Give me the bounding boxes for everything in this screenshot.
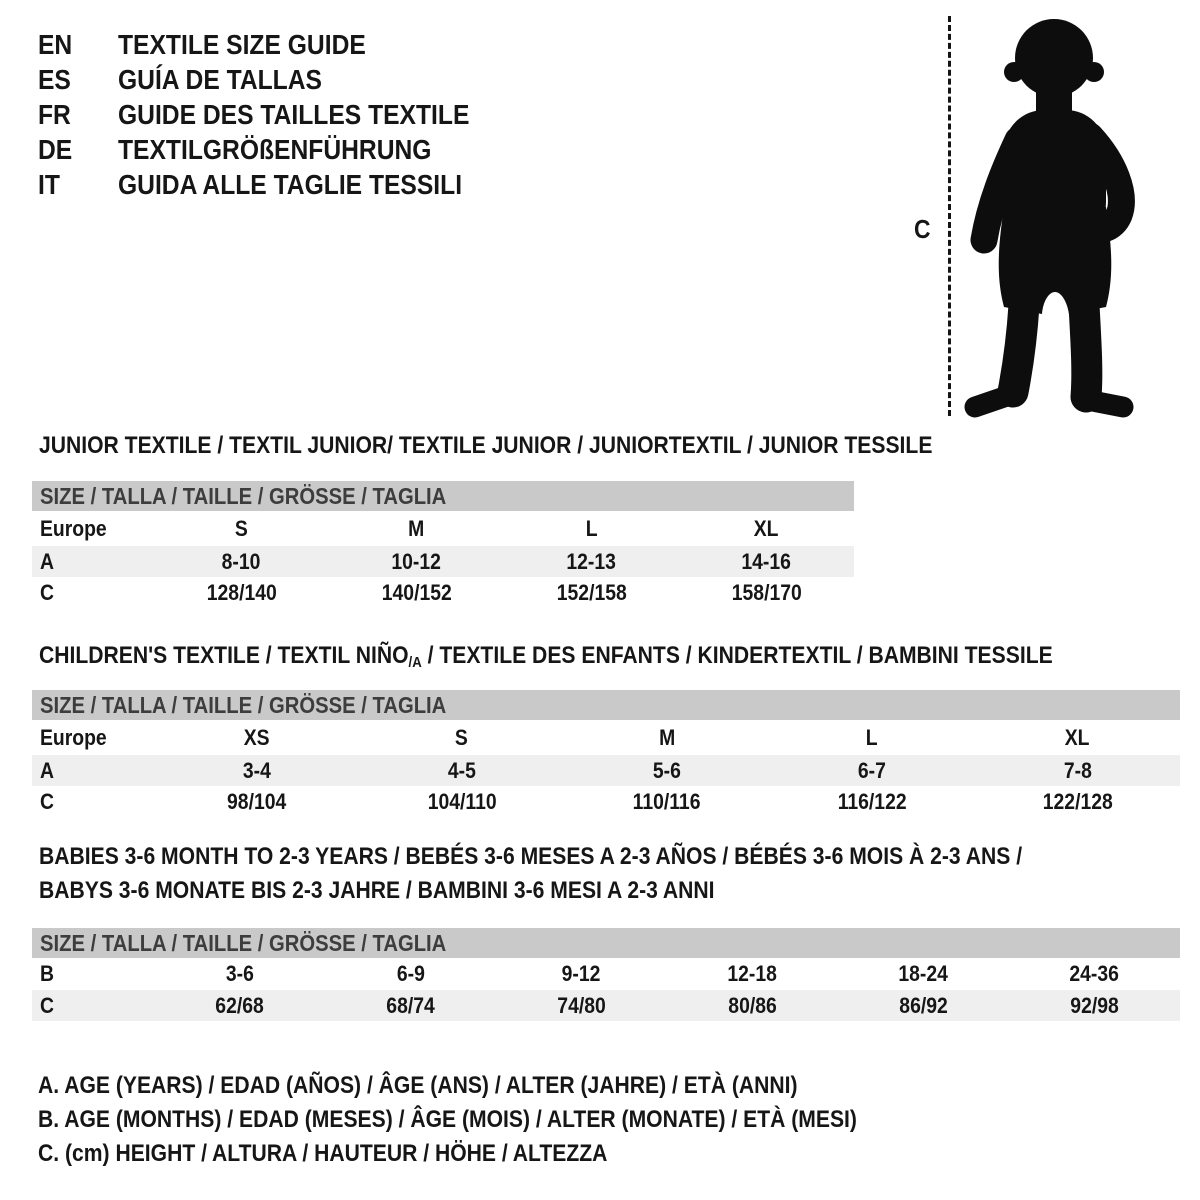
height-value: 86/92 xyxy=(899,992,948,1018)
children-size-table xyxy=(32,690,1180,817)
size-value: L xyxy=(866,724,879,750)
height-value: 80/86 xyxy=(728,992,777,1018)
row-label: C xyxy=(40,788,54,814)
height-value: 98/104 xyxy=(226,788,287,814)
height-value: 68/74 xyxy=(386,992,435,1018)
babies-section-title-line1: BABIES 3-6 MONTH TO 2-3 YEARS / BEBÉS 3-6 MESES A 2-3 AÑOS / BÉBÉS 3-6 MOIS À 2-3 ANS / xyxy=(39,843,1023,870)
height-value: 116/122 xyxy=(837,788,907,814)
row-label: Europe xyxy=(40,515,107,541)
toddler-silhouette-image xyxy=(958,12,1144,420)
age-value: 14-16 xyxy=(741,548,792,574)
height-value: 128/140 xyxy=(206,579,277,605)
guide-title: TEXTILE SIZE GUIDE xyxy=(118,29,366,61)
size-value: XL xyxy=(754,515,779,541)
height-value: 62/68 xyxy=(215,992,264,1018)
language-header xyxy=(38,28,517,202)
language-code: EN xyxy=(38,29,73,61)
table-row-europe xyxy=(32,720,1180,755)
height-value: 122/128 xyxy=(1042,788,1113,814)
height-value: 104/110 xyxy=(427,788,497,814)
age-value: 4-5 xyxy=(447,757,476,783)
guide-title: GUÍA DE TALLAS xyxy=(118,64,322,96)
row-label: C xyxy=(40,992,54,1018)
table-row-age xyxy=(32,755,1180,786)
language-row-de xyxy=(38,132,517,167)
months-value: 9-12 xyxy=(562,961,601,986)
height-value: 110/116 xyxy=(633,788,701,814)
height-value: 92/98 xyxy=(1070,992,1119,1018)
size-value: M xyxy=(658,724,676,750)
size-value: S xyxy=(455,724,469,750)
guide-title: GUIDE DES TAILLES TEXTILE xyxy=(118,98,470,130)
legend-line-c: C. (cm) HEIGHT / ALTURA / HAUTEUR / HÖHE / ALTEZZA xyxy=(38,1140,608,1167)
size-header-bar: SIZE / TALLA / TAILLE / GRÖSSE / TAGLIA xyxy=(32,928,1180,958)
table-row-age xyxy=(32,546,854,577)
language-code: DE xyxy=(38,133,73,165)
age-value: 10-12 xyxy=(391,548,442,574)
age-value: 3-4 xyxy=(242,757,271,783)
language-row-en xyxy=(38,28,517,63)
row-label: Europe xyxy=(40,724,107,750)
age-value: 6-7 xyxy=(858,757,887,783)
children-section-title: CHILDREN'S TEXTILE / TEXTIL $NIÑO_{/A}$ / TEXTILE DES ENFANTS / KINDERTEXTIL / BAMBINI TESSILE xyxy=(39,642,1053,671)
language-code: IT xyxy=(38,168,60,200)
junior-section-title: JUNIOR TEXTILE / TEXTIL JUNIOR/ TEXTILE JUNIOR / JUNIORTEXTIL / JUNIOR TESSILE xyxy=(39,432,933,459)
row-label: A xyxy=(40,548,54,574)
height-measure-dashed-line xyxy=(948,16,951,416)
language-code: FR xyxy=(38,98,71,130)
months-value: 6-9 xyxy=(396,961,425,986)
size-value: XL xyxy=(1065,724,1090,750)
legend-line-a: A. AGE (YEARS) / EDAD (AÑOS) / ÂGE (ANS) / ALTER (JAHRE) / ETÀ (ANNI) xyxy=(38,1072,798,1099)
guide-title: GUIDA ALLE TAGLIE TESSILI xyxy=(118,168,463,200)
height-value: 74/80 xyxy=(557,992,606,1018)
language-code: ES xyxy=(38,64,71,96)
table-row-height xyxy=(32,990,1180,1021)
months-value: 3-6 xyxy=(225,961,254,986)
guide-title: TEXTILGRÖßENFÜHRUNG xyxy=(118,133,432,165)
row-label: B xyxy=(40,961,54,986)
language-row-it xyxy=(38,167,517,202)
age-value: 5-6 xyxy=(653,757,681,783)
age-value: 7-8 xyxy=(1063,757,1092,783)
size-header-bar: SIZE / TALLA / TAILLE / GRÖSSE / TAGLIA xyxy=(32,690,1180,720)
age-value: 12-13 xyxy=(566,548,617,574)
babies-size-table xyxy=(32,928,1180,1021)
height-value: 140/152 xyxy=(381,579,452,605)
height-value: 152/158 xyxy=(556,579,627,605)
table-row-europe xyxy=(32,511,854,546)
months-value: 18-24 xyxy=(898,961,949,986)
title-subscript: /A xyxy=(408,654,422,671)
months-value: 12-18 xyxy=(727,961,778,986)
months-value: 24-36 xyxy=(1069,961,1120,986)
height-measure-label: C xyxy=(914,214,931,244)
age-value: 8-10 xyxy=(222,548,261,574)
table-row-height xyxy=(32,786,1180,817)
language-row-fr xyxy=(38,98,517,133)
size-header-bar: SIZE / TALLA / TAILLE / GRÖSSE / TAGLIA xyxy=(32,481,854,511)
size-value: S xyxy=(235,515,248,541)
language-row-es xyxy=(38,63,517,98)
babies-section-title-line2: BABYS 3-6 MONATE BIS 2-3 JAHRE / BAMBINI 3-6 MESI A 2-3 ANNI xyxy=(39,877,715,904)
row-label: C xyxy=(40,579,54,605)
junior-size-table xyxy=(32,481,854,608)
table-row-months xyxy=(32,958,1180,990)
size-value: M xyxy=(408,515,425,541)
size-value: L xyxy=(585,515,598,541)
height-value: 158/170 xyxy=(731,579,802,605)
size-value: XS xyxy=(243,724,270,750)
table-row-height xyxy=(32,577,854,608)
row-label: A xyxy=(40,757,54,783)
measurement-legend xyxy=(38,1069,969,1171)
height-figure xyxy=(900,10,1170,430)
legend-line-b: B. AGE (MONTHS) / EDAD (MESES) / ÂGE (MOIS) / ALTER (MONATE) / ETÀ (MESI) xyxy=(38,1106,857,1133)
